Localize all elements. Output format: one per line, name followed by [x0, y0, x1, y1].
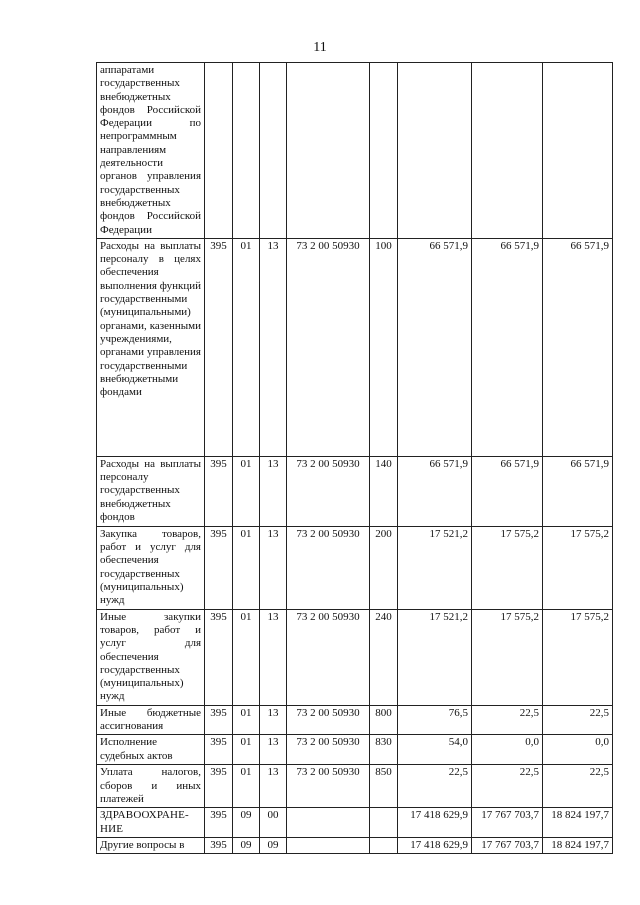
sum-year-2: 0,0 [472, 735, 543, 765]
target-article [287, 808, 370, 838]
ministry-code: 395 [205, 837, 233, 853]
sum-year-3: 0,0 [543, 735, 613, 765]
section-code: 01 [233, 705, 260, 735]
section-code: 01 [233, 238, 260, 456]
subsection-code: 13 [260, 526, 287, 609]
ministry-code: 395 [205, 765, 233, 808]
subsection-code: 13 [260, 735, 287, 765]
sum-year-3: 22,5 [543, 705, 613, 735]
sum-year-2: 17 575,2 [472, 526, 543, 609]
table-row [97, 238, 613, 456]
sum-year-1 [398, 63, 472, 239]
sum-year-1: 66 571,9 [398, 456, 472, 526]
row-name: Иные бюджетные ассигнования [97, 705, 205, 735]
expense-type [370, 808, 398, 838]
row-name: Иные закупки товаров, работ и услуг для обеспечения государственных (муниципальных) нужд [97, 609, 205, 705]
subsection-code: 13 [260, 705, 287, 735]
target-article: 73 2 00 50930 [287, 735, 370, 765]
sum-year-3: 18 824 197,7 [543, 808, 613, 838]
expense-type: 140 [370, 456, 398, 526]
expense-type: 800 [370, 705, 398, 735]
expense-type: 240 [370, 609, 398, 705]
target-article [287, 63, 370, 239]
sum-year-1: 22,5 [398, 765, 472, 808]
table-row [97, 808, 613, 838]
table-row [97, 765, 613, 808]
section-code: 09 [233, 808, 260, 838]
sum-year-1: 54,0 [398, 735, 472, 765]
row-name: Другие вопросы в [97, 837, 205, 853]
sum-year-1: 66 571,9 [398, 238, 472, 456]
sum-year-2: 17 767 703,7 [472, 837, 543, 853]
table-row [97, 705, 613, 735]
section-code: 01 [233, 609, 260, 705]
target-article: 73 2 00 50930 [287, 609, 370, 705]
target-article: 73 2 00 50930 [287, 238, 370, 456]
section-code: 01 [233, 526, 260, 609]
ministry-code: 395 [205, 238, 233, 456]
table-row [97, 526, 613, 609]
row-name: Расходы на выплаты персоналу в целях обеспечения выполнения функций государственными (муниципальными) органами, казенными учреждениями, органами управления государственными внебюджетными фондами [97, 238, 205, 456]
sum-year-2 [472, 63, 543, 239]
sum-year-2: 17 575,2 [472, 609, 543, 705]
target-article: 73 2 00 50930 [287, 705, 370, 735]
row-name: Исполнение судебных актов [97, 735, 205, 765]
expense-type: 850 [370, 765, 398, 808]
ministry-code [205, 63, 233, 239]
table-row [97, 63, 613, 239]
expense-type: 200 [370, 526, 398, 609]
budget-table [96, 62, 613, 854]
table-row [97, 735, 613, 765]
sum-year-2: 66 571,9 [472, 238, 543, 456]
target-article: 73 2 00 50930 [287, 456, 370, 526]
subsection-code: 13 [260, 456, 287, 526]
subsection-code [260, 63, 287, 239]
row-name: аппаратами государственных внебюджетных фондов Российской Федерации по непрограммным направлениям деятельности органов управления государственных внебюджетных фондов Российской Федерации [97, 63, 205, 239]
section-code: 01 [233, 735, 260, 765]
ministry-code: 395 [205, 609, 233, 705]
sum-year-1: 76,5 [398, 705, 472, 735]
subsection-code: 09 [260, 837, 287, 853]
section-code: 09 [233, 837, 260, 853]
ministry-code: 395 [205, 526, 233, 609]
sum-year-2: 17 767 703,7 [472, 808, 543, 838]
table-row [97, 837, 613, 853]
subsection-code: 13 [260, 609, 287, 705]
sum-year-3: 17 575,2 [543, 609, 613, 705]
section-code: 01 [233, 456, 260, 526]
sum-year-3 [543, 63, 613, 239]
sum-year-3: 18 824 197,7 [543, 837, 613, 853]
subsection-code: 13 [260, 765, 287, 808]
section-code [233, 63, 260, 239]
row-name: Закупка товаров, работ и услуг для обеспечения государственных (муниципальных) нужд [97, 526, 205, 609]
table-row [97, 609, 613, 705]
target-article: 73 2 00 50930 [287, 526, 370, 609]
expense-type: 100 [370, 238, 398, 456]
sum-year-1: 17 521,2 [398, 526, 472, 609]
ministry-code: 395 [205, 808, 233, 838]
sum-year-3: 66 571,9 [543, 238, 613, 456]
row-name: Расходы на выплаты персоналу государственных внебюджетных фондов [97, 456, 205, 526]
section-code: 01 [233, 765, 260, 808]
subsection-code: 13 [260, 238, 287, 456]
target-article: 73 2 00 50930 [287, 765, 370, 808]
sum-year-2: 66 571,9 [472, 456, 543, 526]
ministry-code: 395 [205, 735, 233, 765]
ministry-code: 395 [205, 705, 233, 735]
sum-year-2: 22,5 [472, 705, 543, 735]
expense-type [370, 63, 398, 239]
sum-year-1: 17 418 629,9 [398, 837, 472, 853]
page-number: 11 [313, 40, 327, 55]
row-name: Уплата налогов, сборов и иных платежей [97, 765, 205, 808]
sum-year-3: 66 571,9 [543, 456, 613, 526]
sum-year-1: 17 418 629,9 [398, 808, 472, 838]
table-row [97, 456, 613, 526]
sum-year-2: 22,5 [472, 765, 543, 808]
target-article [287, 837, 370, 853]
sum-year-1: 17 521,2 [398, 609, 472, 705]
expense-type [370, 837, 398, 853]
ministry-code: 395 [205, 456, 233, 526]
sum-year-3: 22,5 [543, 765, 613, 808]
row-name: ЗДРАВООХРАНЕ-НИЕ [97, 808, 205, 838]
subsection-code: 00 [260, 808, 287, 838]
sum-year-3: 17 575,2 [543, 526, 613, 609]
expense-type: 830 [370, 735, 398, 765]
